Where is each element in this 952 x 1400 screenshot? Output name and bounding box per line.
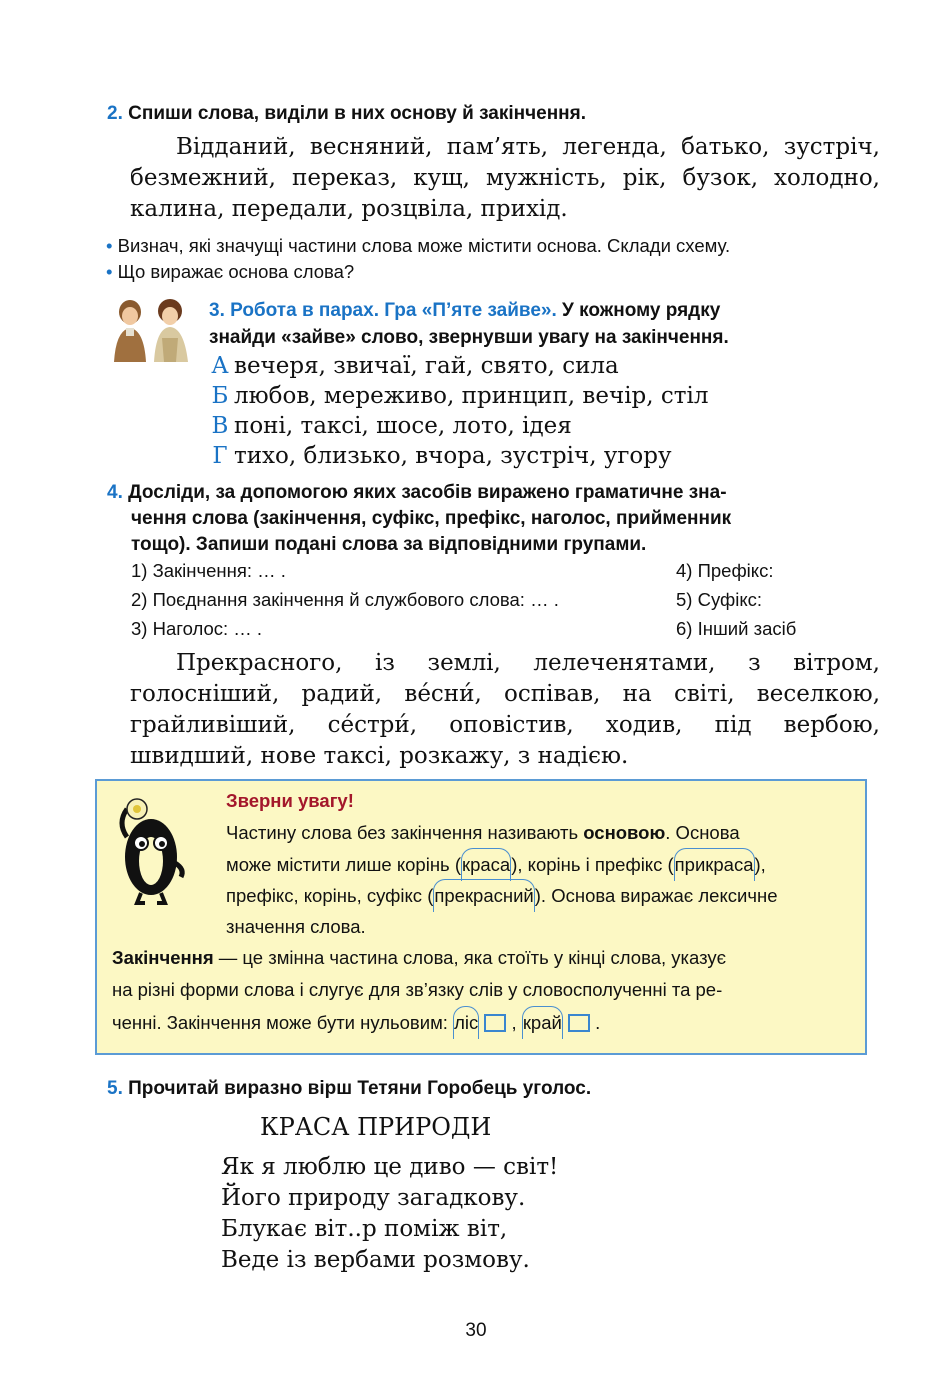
stem-mark-example-prekrasnyi: прекрасний (433, 879, 534, 912)
row-text: вечеря, звичаї, гай, свято, сила (234, 353, 619, 379)
group-3: 3) Наголос: … . (131, 618, 263, 639)
note-text: ), корінь і префікс ( (511, 854, 674, 875)
poem-line: Як я люблю це диво — світ! (221, 1154, 559, 1180)
note-line-5 (112, 942, 726, 974)
note-title-text: Зверни увагу! (226, 790, 354, 811)
exercise-3-title-game: 3. Робота в парах. Гра «П’яте зайве». (209, 300, 557, 321)
exercise-2-number: 2. (107, 103, 123, 124)
note-line-6: на різні форми слова і слугує для зв’язку слів у словосполученні та ре- (112, 979, 723, 1000)
note-text: префікс, корінь, суфікс ( (226, 885, 434, 906)
exercise-4-title-line3: тощо). Запиши подані слова за відповідними групами. (131, 534, 647, 555)
row-a (208, 351, 619, 381)
note-line-4: значення слова. (226, 916, 366, 937)
note-text: ченні. Закінчення може бути нульовим: (112, 1012, 454, 1033)
zero-ending-box-icon (568, 1014, 590, 1032)
note-line-1 (226, 817, 740, 849)
attention-note-box (95, 779, 867, 1055)
exercise-2-heading (107, 101, 586, 127)
row-letter: В (211, 413, 229, 439)
exercise-2-title: Спиши слова, виділи в них основу й закінчення. (128, 103, 587, 124)
zero-ending-example-lis: ліс (453, 1006, 479, 1039)
note-line-3 (226, 879, 778, 912)
exercise-2-bullet-1 (106, 233, 730, 258)
note-text: ). Основа виражає лексичне (534, 885, 778, 906)
exercise-4-heading (107, 480, 727, 506)
exercise-3-title-rest: У кожному рядку (556, 300, 721, 321)
row-b (208, 381, 708, 411)
row-text: тихо, близько, вчора, зустріч, угору (234, 443, 672, 469)
note-text: — це змінна частина слова, яка стоїть у кінці слова, указує (213, 947, 727, 968)
group-6: 6) Інший засіб (676, 618, 797, 639)
note-term-zakinchennia: Закінчення (112, 947, 214, 968)
note-text: . (589, 1012, 601, 1033)
row-g (208, 441, 672, 471)
group-5: 5) Суфікс: (676, 589, 763, 610)
row-v (208, 411, 572, 441)
note-line-7 (112, 1006, 600, 1039)
poem-title: КРАСА ПРИРОДИ (260, 1113, 492, 1141)
exercise-5-number: 5. (107, 1078, 123, 1099)
bullet-dot-icon: • (106, 261, 113, 282)
note-line-2 (226, 848, 766, 881)
row-text: любов, мереживо, принцип, вечір, стіл (234, 383, 709, 409)
page-number: 30 (465, 1320, 487, 1341)
note-text: ), (754, 854, 766, 875)
row-letter: Г (212, 443, 228, 469)
note-title (226, 785, 354, 817)
row-text: поні, таксі, шосе, лото, ідея (234, 413, 572, 439)
note-text: . Основа (665, 822, 740, 843)
note-term-osnova: основою (583, 822, 666, 843)
bullet-dot-icon: • (106, 235, 113, 256)
row-letter: А (211, 353, 229, 379)
cartoon-character-icon (111, 797, 191, 905)
note-text: Частину слова без закінчення називають (226, 822, 584, 843)
group-4: 4) Префікс: (676, 560, 774, 581)
poem-line: Веде із вербами розмову. (221, 1247, 530, 1273)
exercise-5-title: Прочитай виразно вірш Тетяни Горобець уголос. (128, 1078, 592, 1099)
exercise-3-heading-line2: знайди «зайве» слово, звернувши увагу на закінчення. (209, 327, 729, 348)
bullet-text: Що виражає основа слова? (117, 261, 355, 282)
zero-ending-example-krai: край (522, 1006, 563, 1039)
exercise-4-words: Прекрасного, із землі, лелеченятами, з вітром, голосніший, радий, ве́сни́, оспівав, на світі, веселкою, грайливіший, се́стри́, оповістив, ходив, під вербою, швидший, нове таксі, розкажу, з надією. (130, 650, 880, 769)
children-pair-icon (108, 298, 194, 364)
exercise-2-words: Відданий, весняний, пам’ять, легенда, батько, зустріч, безмежний, переказ, кущ, мужність, рік, бузок, холодно, калина, передали, розцвіла, прихід. (130, 134, 880, 222)
zero-ending-box-icon (484, 1014, 506, 1032)
stem-mark-example-prykrasa: прикраса (674, 848, 755, 881)
root-mark-example-krasa: краса (461, 848, 511, 881)
poem-line: Його природу загадкову. (221, 1185, 526, 1211)
group-2: 2) Поєднання закінчення й службового слова: … . (131, 589, 559, 610)
bullet-text: Визнач, які значущі частини слова може містити основа. Склади схему. (117, 235, 731, 256)
exercise-4-title-line1: Досліди, за допомогою яких засобів виражено граматичне зна- (128, 482, 727, 503)
exercise-5-heading (107, 1076, 591, 1102)
note-text: , (506, 1012, 522, 1033)
exercise-3-heading (209, 298, 720, 324)
exercise-4-title-line2: чення слова (закінчення, суфікс, префікс, наголос, прийменник (131, 508, 732, 529)
note-text: може містити лише корінь ( (226, 854, 461, 875)
exercise-2-bullet-2 (106, 259, 354, 284)
row-letter: Б (211, 383, 229, 409)
poem-line: Блукає віт..р поміж віт, (221, 1216, 508, 1242)
exercise-4-number: 4. (107, 482, 123, 503)
group-1: 1) Закінчення: … . (131, 560, 286, 581)
